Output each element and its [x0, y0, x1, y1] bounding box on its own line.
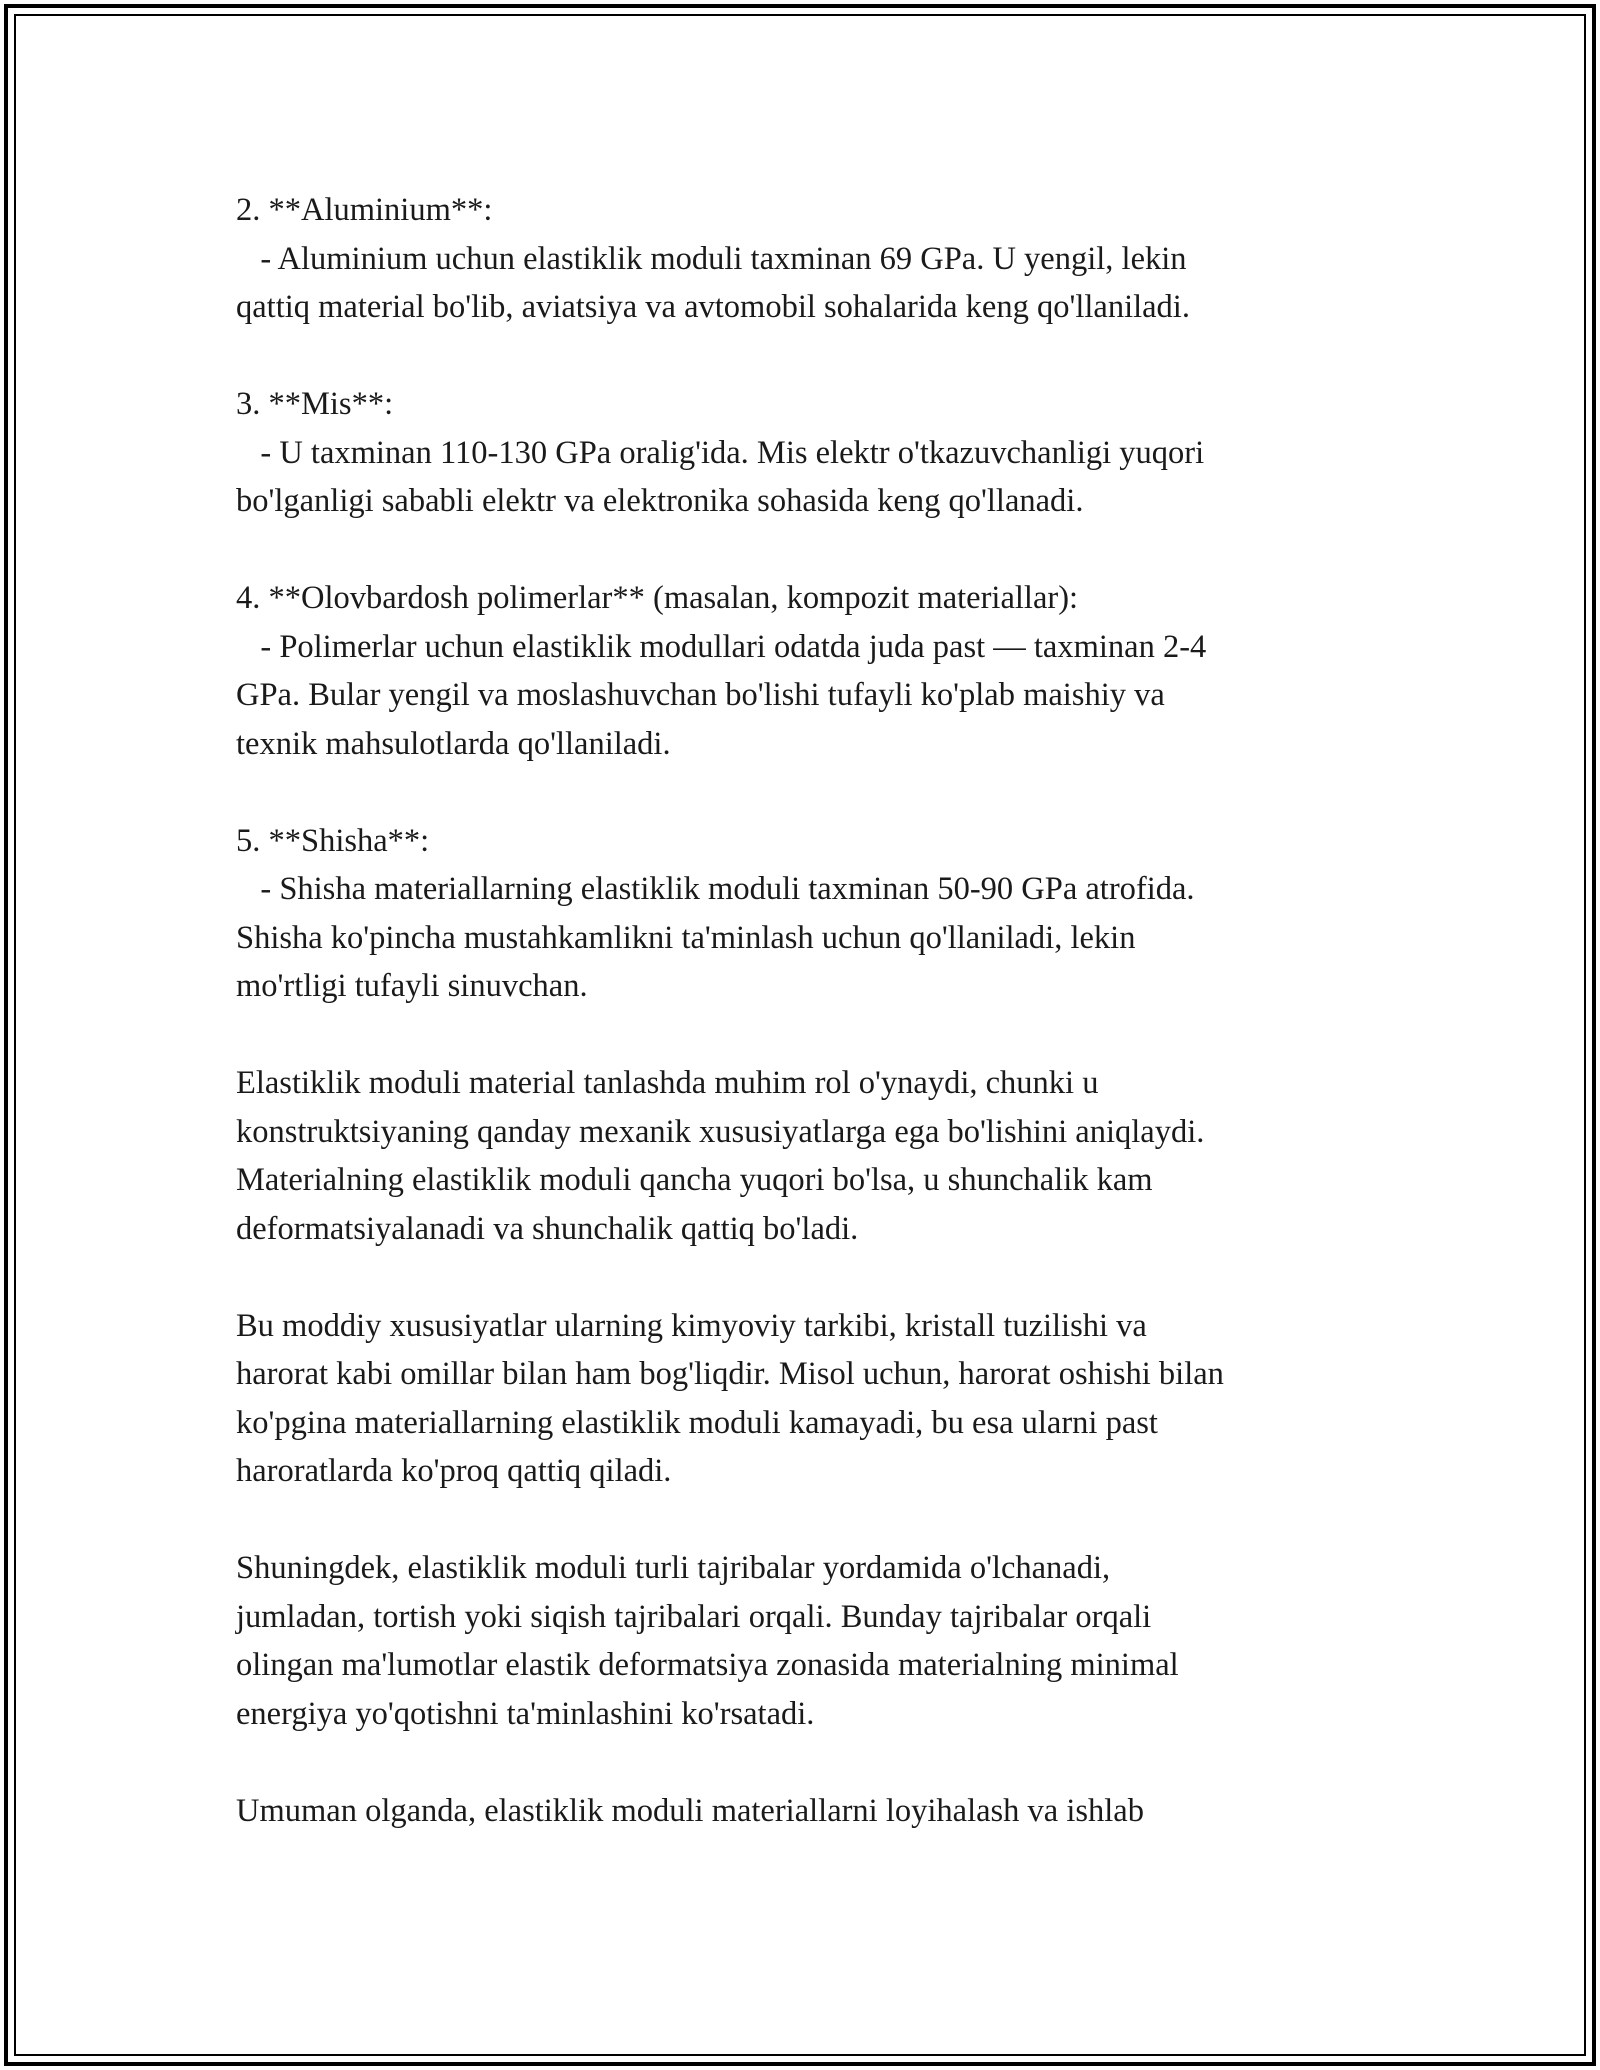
- text-line: ko'pgina materiallarning elastiklik moduli kamayadi, bu esa ularni past: [236, 1404, 1158, 1441]
- text-line: 4. **Olovbardosh polimerlar** (masalan, kompozit materiallar):: [236, 580, 1079, 616]
- text-line: qattiq material bo'lib, aviatsiya va avtomobil sohalarida keng qo'llaniladi.: [236, 289, 1190, 325]
- text-line: 5. **Shisha**:: [236, 822, 430, 859]
- paragraph: [236, 1544, 1366, 1738]
- text-line: GPa. Bular yengil va moslashuvchan bo'lishi tufayli ko'plab maishiy va: [236, 677, 1165, 713]
- text-line: Bu moddiy xususiyatlar ularning kimyoviy tarkibi, kristall tuzilishi va: [236, 1307, 1147, 1344]
- text-line: - Aluminium uchun elastiklik moduli taxminan 69 GPa. U yengil, lekin: [236, 240, 1187, 277]
- text-line: 2. **Aluminium**:: [236, 192, 493, 228]
- paragraph: [236, 1787, 1366, 1836]
- list-item-mis: [236, 380, 1366, 526]
- text-line: - Shisha materiallarning elastiklik moduli taxminan 50-90 GPa atrofida.: [236, 871, 1195, 907]
- paragraph-spacer: [236, 1011, 1366, 1060]
- paragraph-spacer: [236, 1496, 1366, 1545]
- text-line: deformatsiyalanadi va shunchalik qattiq bo'ladi.: [236, 1210, 859, 1247]
- list-item-aluminium: [236, 186, 1366, 332]
- document-body: [236, 186, 1366, 1835]
- text-line: Materialning elastiklik moduli qancha yuqori bo'lsa, u shunchalik kam: [236, 1162, 1153, 1198]
- text-line: konstruktsiyaning qanday mexanik xususiyatlarga ega bo'lishini aniqlaydi.: [236, 1113, 1205, 1150]
- text-line: - Polimerlar uchun elastiklik modullari odatda juda past — taxminan 2-4: [236, 628, 1207, 665]
- text-line: texnik mahsulotlarda qo'llaniladi.: [236, 725, 671, 762]
- text-line: haroratlarda ko'proq qattiq qiladi.: [236, 1453, 672, 1489]
- paragraph-spacer: [236, 768, 1366, 817]
- text-line: Elastiklik moduli material tanlashda muhim rol o'ynaydi, chunki u: [236, 1065, 1099, 1101]
- paragraph-spacer: [236, 332, 1366, 381]
- paragraph-spacer: [236, 1253, 1366, 1302]
- paragraph: [236, 1302, 1366, 1496]
- text-line: bo'lganligi sababli elektr va elektronika sohasida keng qo'llanadi.: [236, 483, 1084, 519]
- paragraph-spacer: [236, 1738, 1366, 1787]
- text-line: energiya yo'qotishni ta'minlashini ko'rsatadi.: [236, 1695, 815, 1732]
- text-line: Umuman olganda, elastiklik moduli materiallarni loyihalash va ishlab: [236, 1792, 1144, 1829]
- list-item-polimerlar: [236, 574, 1366, 768]
- text-line: jumladan, tortish yoki siqish tajribalari orqali. Bunday tajribalar orqali: [236, 1598, 1152, 1635]
- text-line: olingan ma'lumotlar elastik deformatsiya zonasida materialning minimal: [236, 1647, 1179, 1683]
- text-line: harorat kabi omillar bilan ham bog'liqdir. Misol uchun, harorat oshishi bilan: [236, 1356, 1224, 1392]
- text-line: - U taxminan 110-130 GPa oralig'ida. Mis elektr o'tkazuvchanligi yuqori: [236, 434, 1205, 471]
- text-line: mo'rtligi tufayli sinuvchan.: [236, 968, 588, 1004]
- text-line: 3. **Mis**:: [236, 386, 394, 422]
- paragraph: [236, 1059, 1366, 1253]
- list-item-shisha: [236, 817, 1366, 1011]
- text-line: Shuningdek, elastiklik moduli turli tajribalar yordamida o'lchanadi,: [236, 1550, 1111, 1586]
- text-line: Shisha ko'pincha mustahkamlikni ta'minlash uchun qo'llaniladi, lekin: [236, 919, 1136, 956]
- paragraph-spacer: [236, 526, 1366, 575]
